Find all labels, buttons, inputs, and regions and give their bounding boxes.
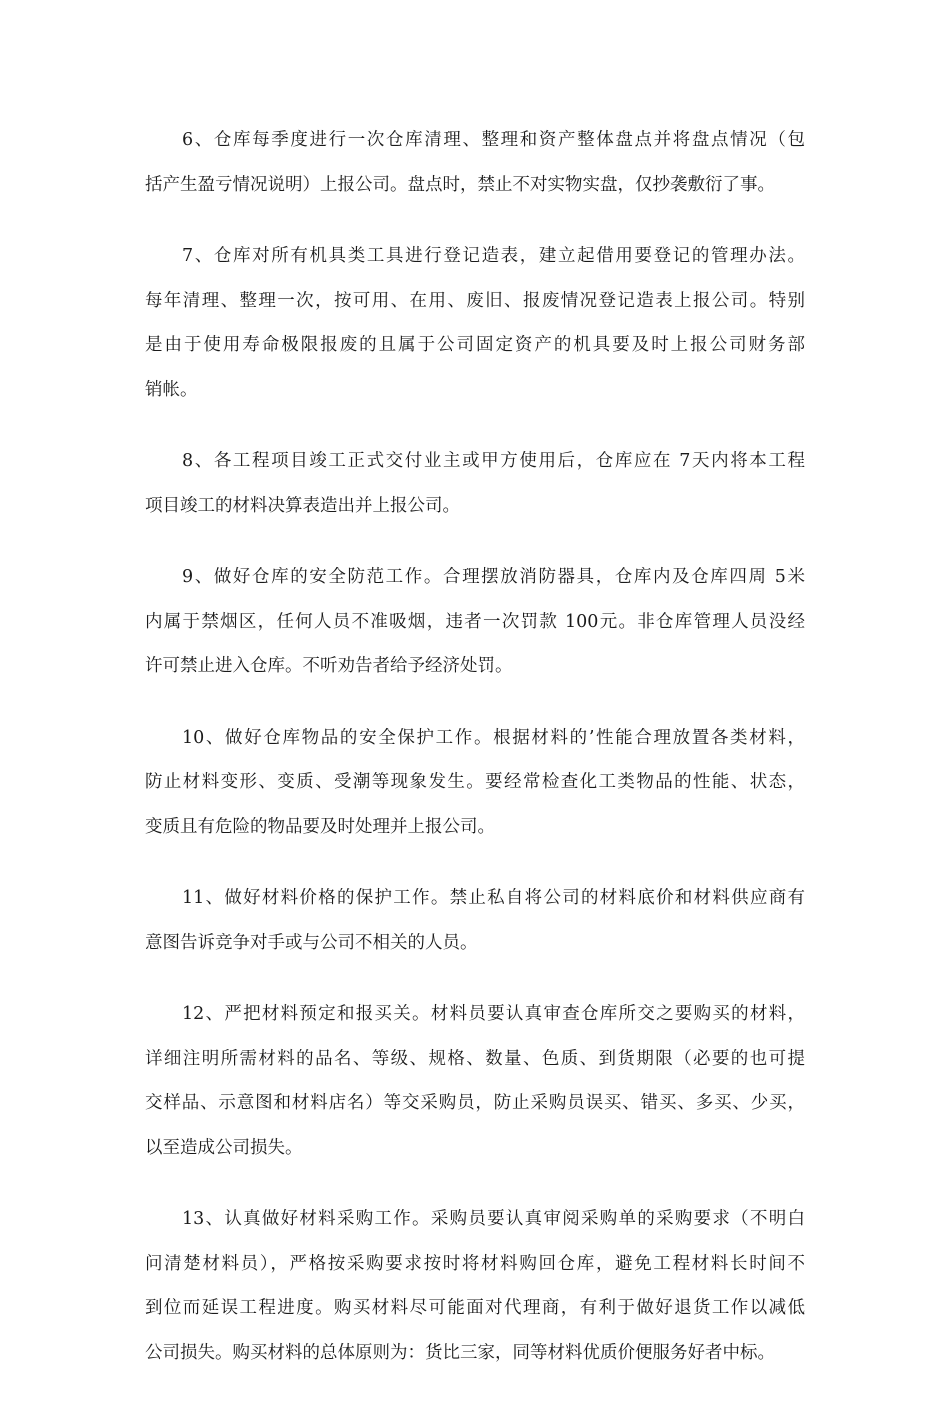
paragraph-line: 内属于禁烟区，任何人员不准吸烟，违者一次罚款 100元。非仓库管理人员没经	[145, 611, 805, 632]
paragraph-line: 许可禁止进入仓库。不听劝告者给予经济处罚。	[145, 656, 513, 676]
paragraph-line: 交样品、示意图和材料店名）等交采购员，防止采购员误买、错买、多买、少买，	[145, 1093, 805, 1113]
paragraph-line: 13、认真做好材料采购工作。采购员要认真审阅采购单的采购要求（不明白	[182, 1209, 805, 1229]
paragraph	[145, 716, 805, 850]
paragraph-line: 意图告诉竞争对手或与公司不相关的人员。	[145, 932, 478, 953]
paragraph	[145, 234, 805, 412]
paragraph-line: 以至造成公司损失。	[145, 1137, 303, 1158]
paragraph-line: 问清楚材料员），严格按采购要求按时将材料购回仓库，避免工程材料长时间不	[145, 1253, 805, 1274]
paragraph-line: 到位而延误工程进度。购买材料尽可能面对代理商，有利于做好退货工作以减低	[145, 1298, 805, 1318]
paragraph-line: 6、仓库每季度进行一次仓库清理、整理和资产整体盘点并将盘点情况（包	[182, 130, 805, 150]
document-body	[145, 118, 805, 1402]
paragraph	[145, 118, 805, 207]
paragraph	[145, 1197, 805, 1375]
paragraph-line: 括产生盈亏情况说明）上报公司。盘点时，禁止不对实物实盘，仅抄袭敷衍了事。	[145, 174, 775, 195]
paragraph-line: 详细注明所需材料的品名、等级、规格、数量、色质、到货期限（必要的也可提	[145, 1048, 805, 1069]
paragraph-line: 每年清理、整理一次，按可用、在用、废旧、报废情况登记造表上报公司。特别	[145, 290, 805, 311]
paragraph-line: 项目竣工的材料决算表造出并上报公司。	[145, 495, 460, 516]
paragraph-line: 销帐。	[145, 379, 198, 400]
paragraph-line: 10、做好仓库物品的安全保护工作。根据材料的’性能合理放置各类材料，	[182, 727, 805, 748]
paragraph-line: 是由于使用寿命极限报废的且属于公司固定资产的机具要及时上报公司财务部	[145, 335, 805, 355]
paragraph-line: 11、做好材料价格的保护工作。禁止私自将公司的材料底价和材料供应商有	[182, 888, 805, 908]
paragraph-line: 公司损失。购买材料的总体原则为：货比三家，同等材料优质价便服务好者中标。	[145, 1342, 775, 1363]
paragraph	[145, 439, 805, 528]
paragraph	[145, 555, 805, 689]
paragraph-line: 7、仓库对所有机具类工具进行登记造表，建立起借用要登记的管理办法。	[182, 246, 805, 266]
paragraph-line: 8、各工程项目竣工正式交付业主或甲方使用后，仓库应在 7天内将本工程	[182, 451, 805, 471]
paragraph-line: 变质且有危险的物品要及时处理并上报公司。	[145, 816, 495, 837]
paragraph-line: 防止材料变形、变质、受潮等现象发生。要经常检查化工类物品的性能、状态，	[145, 772, 805, 792]
paragraph	[145, 876, 805, 965]
paragraph-line: 9、做好仓库的安全防范工作。合理摆放消防器具，仓库内及仓库四周 5米	[182, 567, 805, 587]
paragraph	[145, 992, 805, 1170]
paragraph-line: 12、严把材料预定和报买关。材料员要认真审查仓库所交之要购买的材料，	[182, 1004, 805, 1024]
